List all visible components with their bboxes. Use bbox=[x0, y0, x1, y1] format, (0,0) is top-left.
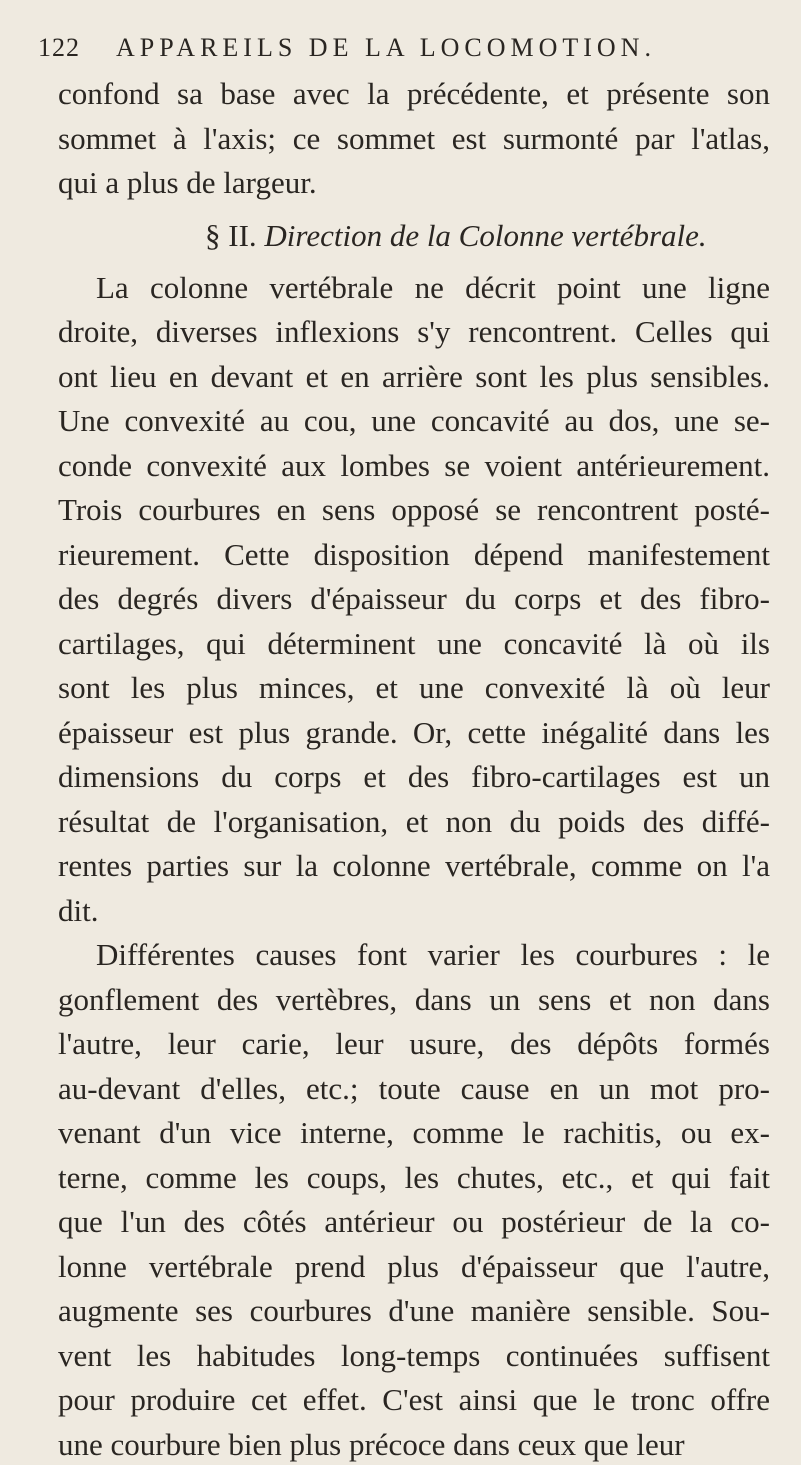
text-line: pour produire cet effet. C'est ainsi que le tronc offre bbox=[58, 1382, 770, 1417]
text-line: l'autre, leur carie, leur usure, des dépôts formés bbox=[58, 1026, 770, 1061]
text-line: venant d'un vice interne, comme le rachitis, ou ex- bbox=[58, 1115, 770, 1150]
section-title: Direction de la Colonne vertébrale. bbox=[264, 217, 707, 253]
text-line: que l'un des côtés antérieur ou postérieur de la co- bbox=[58, 1204, 770, 1239]
text-line: La colonne vertébrale ne décrit point une ligne bbox=[96, 269, 770, 305]
text-line: augmente ses courbures d'une manière sensible. Sou- bbox=[58, 1293, 770, 1328]
text-line: cartilages, qui déterminent une concavité là où ils bbox=[58, 625, 770, 661]
text-line: vent les habitudes long-temps continuées suffisent bbox=[58, 1337, 770, 1373]
text-line: qui a plus de largeur. bbox=[58, 165, 317, 200]
text-line: au-devant d'elles, etc.; toute cause en un mot pro- bbox=[58, 1070, 770, 1106]
section-symbol: § bbox=[205, 217, 221, 253]
section-number: II. bbox=[228, 217, 257, 253]
text-line: rentes parties sur la colonne vertébrale, comme on l'a bbox=[58, 848, 770, 883]
text-line: droite, diverses inflexions s'y rencontrent. Celles qui bbox=[58, 314, 770, 349]
text-line: Différentes causes font varier les courbures : le bbox=[96, 937, 770, 972]
text-line: rieurement. Cette disposition dépend manifestement bbox=[58, 536, 770, 572]
text-line: une courbure bien plus précoce dans ceux que leur bbox=[58, 1426, 685, 1462]
text-line: des degrés divers d'épaisseur du corps et des fibro- bbox=[58, 581, 770, 616]
text-line: dimensions du corps et des fibro-cartilages est un bbox=[58, 759, 770, 794]
text-line: ont lieu en devant et en arrière sont les plus sensibles. bbox=[58, 358, 770, 394]
text-line: lonne vertébrale prend plus d'épaisseur que l'autre, bbox=[58, 1248, 770, 1284]
text-line: confond sa base avec la précédente, et présente son bbox=[58, 76, 770, 111]
text-line: résultat de l'organisation, et non du poids des diffé- bbox=[58, 803, 770, 839]
running-title: APPAREILS DE LA LOCOMOTION. bbox=[116, 33, 656, 62]
running-header bbox=[38, 30, 758, 66]
text-line: sont les plus minces, et une convexité là où leur bbox=[58, 670, 770, 705]
text-line: Une convexité au cou, une concavité au dos, une se- bbox=[58, 403, 770, 438]
text-line: sommet à l'axis; ce sommet est surmonté par l'atlas, bbox=[58, 120, 770, 156]
text-line: gonflement des vertèbres, dans un sens et non dans bbox=[58, 981, 770, 1017]
text-line: terne, comme les coups, les chutes, etc., et qui fait bbox=[58, 1159, 770, 1195]
section-heading bbox=[205, 216, 707, 256]
text-line: dit. bbox=[58, 892, 99, 928]
text-line: conde convexité aux lombes se voient antérieurement. bbox=[58, 447, 770, 483]
text-line: Trois courbures en sens opposé se rencontrent posté- bbox=[58, 492, 770, 527]
page-number: 122 bbox=[38, 33, 80, 62]
text-line: épaisseur est plus grande. Or, cette inégalité dans les bbox=[58, 714, 770, 750]
